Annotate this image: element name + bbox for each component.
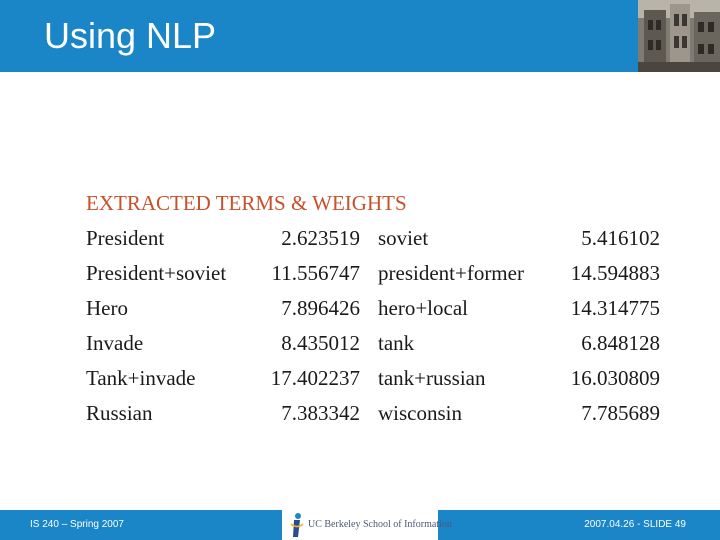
school-logo [282, 510, 452, 540]
term-left: President [86, 226, 165, 250]
table-row [86, 256, 686, 291]
term-left: Russian [86, 401, 153, 425]
terms-table [86, 186, 686, 431]
table-row [86, 221, 686, 256]
title-bar [0, 0, 720, 72]
logo-text: UC Berkeley School of Information [308, 519, 452, 530]
table-heading: EXTRACTED TERMS & WEIGHTS [86, 191, 407, 215]
table-row [86, 326, 686, 361]
term-left: Invade [86, 331, 144, 355]
term-right: soviet [378, 226, 429, 250]
term-right: president+former [378, 261, 524, 285]
weight-left: 7.383342 [281, 401, 360, 425]
term-right: tank+russian [378, 366, 486, 390]
slide-number: 2007.04.26 - SLIDE 49 [584, 519, 686, 530]
weight-right: 14.314775 [570, 296, 660, 320]
weight-right: 7.785689 [581, 401, 660, 425]
weight-left: 8.435012 [281, 331, 360, 355]
footer-bar [0, 510, 720, 540]
term-right: wisconsin [378, 401, 462, 425]
weight-left: 2.623519 [281, 226, 360, 250]
weight-left: 7.896426 [281, 296, 360, 320]
table-row [86, 291, 686, 326]
term-left: Hero [86, 296, 128, 320]
term-left: President+soviet [86, 261, 227, 285]
term-left: Tank+invade [86, 366, 196, 390]
weight-left: 11.556747 [271, 261, 360, 285]
weight-left: 17.402237 [270, 366, 360, 390]
weight-right: 16.030809 [570, 366, 660, 390]
building-photo [638, 0, 720, 72]
term-right: hero+local [378, 296, 468, 320]
table-row [86, 396, 686, 431]
weight-right: 14.594883 [570, 261, 660, 285]
weight-right: 6.848128 [581, 331, 660, 355]
slide-title: Using NLP [44, 15, 217, 56]
table-row [86, 361, 686, 396]
course-label: IS 240 – Spring 2007 [30, 519, 124, 530]
term-right: tank [378, 331, 415, 355]
weight-right: 5.416102 [581, 226, 660, 250]
